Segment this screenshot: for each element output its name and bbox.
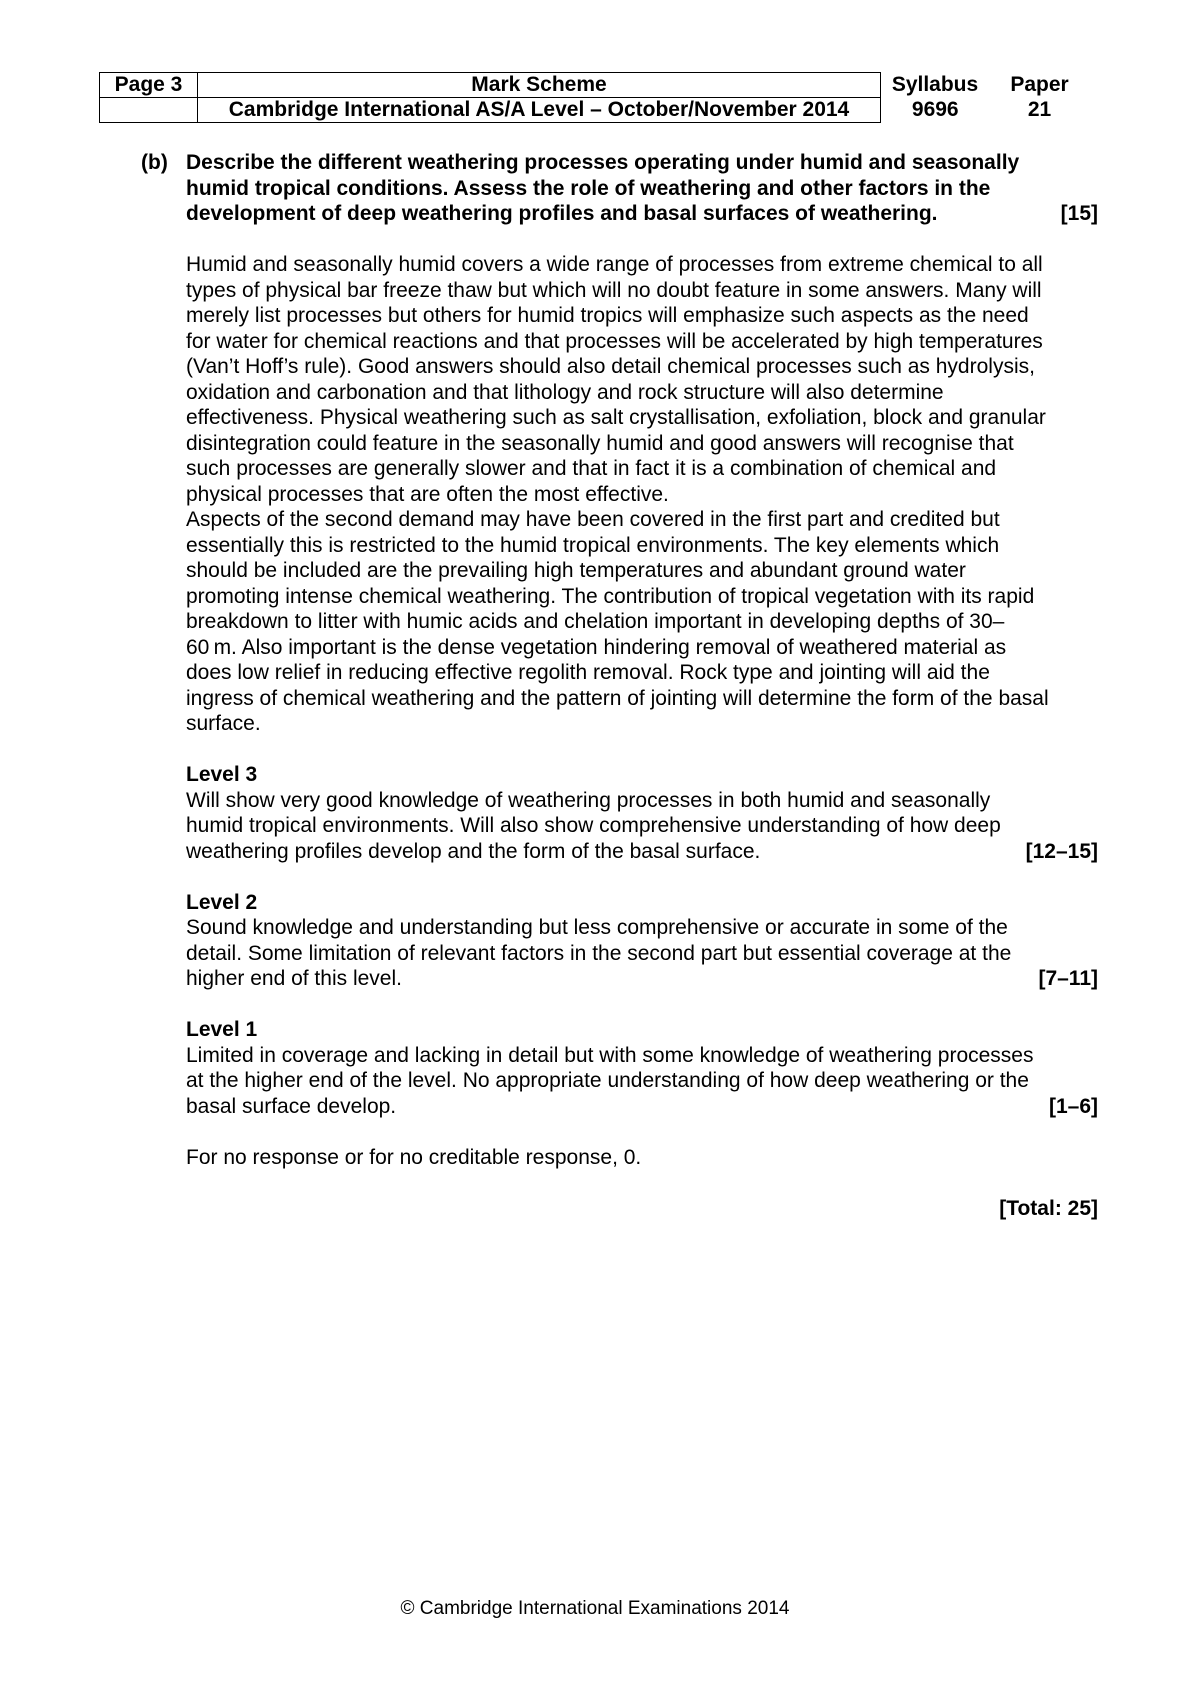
spacer: [186, 864, 1098, 890]
guidance-line: such processes are generally slower and that in fact it is a combination of chemical and: [186, 457, 997, 480]
level-title: Level 3: [186, 763, 258, 786]
guidance-line: essentially this is restricted to the humid tropical environments. The key elements which: [186, 533, 1000, 557]
level-line: basal surface develop.: [186, 1094, 397, 1118]
level-1-block: [186, 1017, 1098, 1119]
paper-label: Paper: [1010, 73, 1069, 96]
guidance-line: ingress of chemical weathering and the pattern of jointing will determine the form of the basal: [186, 686, 1049, 710]
level-line: humid tropical environments. Will also show comprehensive understanding of how deep: [186, 814, 1001, 837]
page-number: Page 3: [100, 73, 198, 98]
guidance-line: Humid and seasonally humid covers a wide range of processes from extreme chemical to all: [186, 253, 1043, 276]
document-title: Mark Scheme: [198, 73, 881, 98]
guidance-line: breakdown to litter with humic acids and chelation important in developing depths of 30–: [186, 610, 1005, 633]
copyright-footer: © Cambridge International Examinations 2014: [400, 1598, 790, 1619]
question-label: (b): [141, 151, 168, 174]
guidance-line: (Van’t Hoff’s rule). Good answers should also detail chemical processes such as hydrolysis,: [186, 355, 1035, 378]
level-line: detail. Some limitation of relevant factors in the second part but essential coverage at the: [186, 941, 1012, 965]
level-line: at the higher end of the level. No appropriate understanding of how deep weathering or the: [186, 1069, 1029, 1092]
guidance-line: physical processes that are often the most effective.: [186, 482, 669, 506]
level-title: Level 2: [186, 890, 258, 914]
level-marks: [1–6]: [1048, 1094, 1098, 1118]
guidance-line: disintegration could feature in the seasonally humid and good answers will recognise that: [186, 431, 1014, 455]
level-line-with-marks: [186, 839, 1098, 865]
level-line: higher end of this level.: [186, 967, 402, 990]
guidance-line: 60 m. Also important is the dense vegetation hindering removal of weathered material as: [186, 635, 1007, 659]
header-empty-cell: [100, 98, 198, 123]
level-line: Sound knowledge and understanding but less comprehensive or accurate in some of the: [186, 916, 1008, 939]
guidance-text: [186, 252, 1098, 737]
level-3-block: [186, 762, 1098, 864]
question-line-with-marks: [186, 201, 1098, 227]
question-text: [186, 150, 1098, 227]
content: [186, 150, 1098, 1221]
level-line: weathering profiles develop and the form of the basal surface.: [186, 839, 761, 863]
spacer: [186, 992, 1098, 1018]
guidance-line: effectiveness. Physical weathering such as salt crystallisation, exfoliation, block and granular: [186, 406, 1046, 429]
question-marks: [15]: [1060, 202, 1098, 225]
guidance-line: promoting intense chemical weathering. The contribution of tropical vegetation with its rapid: [186, 584, 1035, 608]
guidance-line: merely list processes but others for humid tropics will emphasize such aspects as the need: [186, 304, 1029, 327]
level-line: Will show very good knowledge of weathering processes in both humid and seasonally: [186, 788, 991, 812]
guidance-line: types of physical bar freeze thaw but which will no doubt feature in some answers. Many will: [186, 278, 1042, 302]
level-title: Level 1: [186, 1018, 258, 1041]
no-response-note: For no response or for no creditable response, 0.: [186, 1145, 642, 1169]
spacer: [186, 737, 1098, 763]
guidance-line: for water for chemical reactions and that processes will be accelerated by high temperatures: [186, 329, 1043, 353]
level-marks: [12–15]: [1025, 839, 1098, 863]
guidance-line: oxidation and carbonation and that lithology and rock structure will also determine: [186, 380, 944, 404]
syllabus-label: Syllabus: [891, 73, 979, 96]
header-table: [99, 72, 1090, 123]
question-line: Describe the different weathering processes operating under humid and seasonally: [186, 151, 1020, 174]
spacer: [186, 1119, 1098, 1145]
question-line: development of deep weathering profiles and basal surfaces of weathering.: [186, 202, 938, 225]
document-subtitle: Cambridge International AS/A Level – October/November 2014: [198, 98, 881, 123]
spacer: [186, 1170, 1098, 1196]
spacer: [186, 227, 1098, 253]
syllabus-value: 9696: [911, 98, 959, 121]
level-2-block: [186, 890, 1098, 992]
level-line-with-marks: [186, 966, 1098, 992]
guidance-line: should be included are the prevailing high temperatures and abundant ground water: [186, 559, 966, 582]
guidance-line: does low relief in reducing effective regolith removal. Rock type and jointing will aid the: [186, 661, 990, 684]
question-line: humid tropical conditions. Assess the role of weathering and other factors in the: [186, 176, 991, 200]
level-line-with-marks: [186, 1094, 1098, 1120]
level-marks: [7–11]: [1038, 967, 1098, 990]
guidance-line: surface.: [186, 712, 261, 735]
total-marks: [Total: 25]: [999, 1196, 1098, 1220]
level-line: Limited in coverage and lacking in detail but with some knowledge of weathering processes: [186, 1043, 1034, 1067]
guidance-line: Aspects of the second demand may have been covered in the first part and credited but: [186, 508, 1000, 531]
paper-value: 21: [1027, 98, 1052, 121]
